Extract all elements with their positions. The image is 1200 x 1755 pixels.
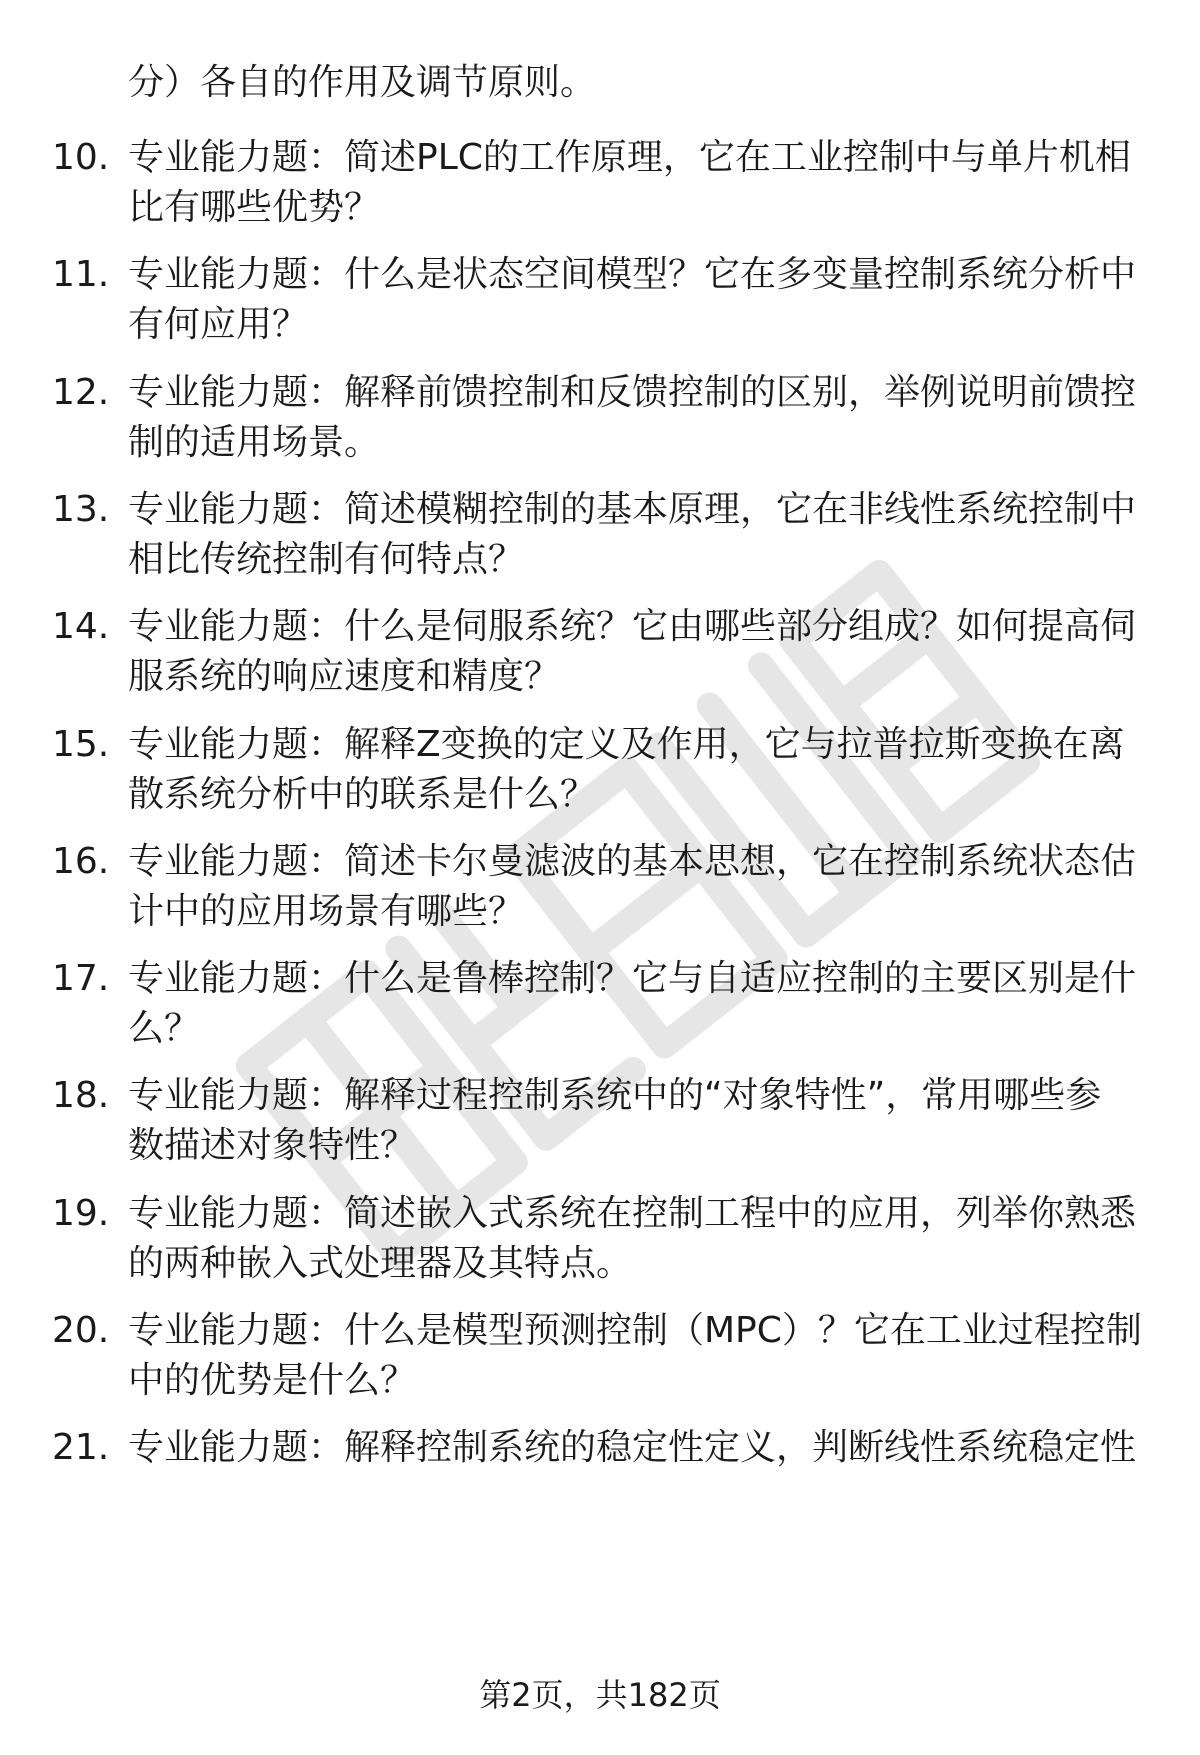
question-text [128, 954, 1158, 1054]
question-number: 11. [52, 254, 110, 296]
question-number: 16. [52, 840, 110, 882]
question-item [0, 1423, 1200, 1523]
question-number: 15. [52, 723, 110, 765]
question-item [0, 837, 1200, 937]
question-text-line: 制的适用场景。 [128, 421, 381, 463]
question-item [0, 602, 1200, 702]
question-item [0, 1189, 1200, 1289]
question-text-line: 专业能力题：简述卡尔曼滤波的基本思想，它在控制系统状态估 [128, 840, 1137, 882]
question-text [128, 837, 1158, 937]
page-number-footer: 第2页，共182页 [479, 1676, 721, 1714]
question-text-line: 比有哪些优势？ [128, 187, 381, 228]
question-text-line: 计中的应用场景有哪些？ [128, 890, 525, 932]
question-number: 12. [52, 371, 110, 413]
question-text-line: 中的优势是什么？ [128, 1360, 417, 1401]
question-text-line: 相比传统控制有何特点？ [128, 538, 525, 580]
question-text-line: 专业能力题：什么是模型预测控制（MPC）？它在工业过程控制 [128, 1310, 1142, 1351]
question-item [0, 954, 1200, 1054]
question-text-line: 数描述对象特性？ [128, 1125, 417, 1167]
question-text [128, 602, 1158, 702]
question-item [0, 250, 1200, 350]
question-text [128, 1189, 1158, 1289]
question-text [128, 1306, 1158, 1406]
question-text-line: 专业能力题：什么是鲁棒控制？它与自适应控制的主要区别是什 [128, 958, 1137, 1000]
question-item [0, 485, 1200, 585]
question-text [128, 1423, 1158, 1473]
question-number: 13. [52, 488, 110, 530]
question-text-line: 有何应用？ [128, 304, 309, 346]
question-text-line: 专业能力题：简述嵌入式系统在控制工程中的应用，列举你熟悉 [128, 1192, 1137, 1234]
question-text-line: 专业能力题：什么是状态空间模型？它在多变量控制系统分析中 [128, 254, 1137, 296]
question-item [0, 720, 1200, 820]
question-text [128, 133, 1158, 233]
question-item [0, 133, 1200, 233]
question-text-line: 服系统的响应速度和精度？ [128, 656, 561, 698]
question-text [128, 368, 1158, 468]
question-number: 21. [52, 1427, 110, 1469]
question-text-line: 专业能力题：解释前馈控制和反馈控制的区别，举例说明前馈控 [128, 371, 1137, 413]
question-item [0, 1306, 1200, 1406]
question-text-line: 专业能力题：什么是伺服系统？它由哪些部分组成？如何提高伺 [128, 606, 1137, 648]
question-text [128, 720, 1158, 820]
question-number: 17. [52, 958, 110, 1000]
question-text-line: 专业能力题：简述模糊控制的基本原理，它在非线性系统控制中 [128, 488, 1137, 530]
question-item [0, 368, 1200, 468]
carryover-text-line: 分）各自的作用及调节原则。 [128, 62, 597, 103]
question-text-line: 散系统分析中的联系是什么？ [128, 773, 597, 815]
question-text-line: 么？ [128, 1008, 201, 1050]
question-item [0, 1071, 1200, 1171]
question-number: 10. [52, 137, 110, 178]
question-number: 18. [52, 1075, 110, 1117]
question-number: 14. [52, 606, 110, 648]
question-text [128, 485, 1158, 585]
question-text-line: 专业能力题：解释过程控制系统中的“对象特性”，常用哪些参 [128, 1075, 1102, 1117]
question-text-line: 的两种嵌入式处理器及其特点。 [128, 1242, 633, 1284]
question-text-line: 专业能力题：解释控制系统的稳定性定义，判断线性系统稳定性 [128, 1427, 1137, 1469]
question-number: 19. [52, 1192, 110, 1234]
question-number: 20. [52, 1310, 110, 1351]
question-text-line: 专业能力题：解释Z变换的定义及作用，它与拉普拉斯变换在离 [128, 723, 1125, 765]
question-text [128, 1071, 1158, 1171]
question-text-line: 专业能力题：简述PLC的工作原理，它在工业控制中与单片机相 [128, 137, 1131, 178]
question-text [128, 250, 1158, 350]
